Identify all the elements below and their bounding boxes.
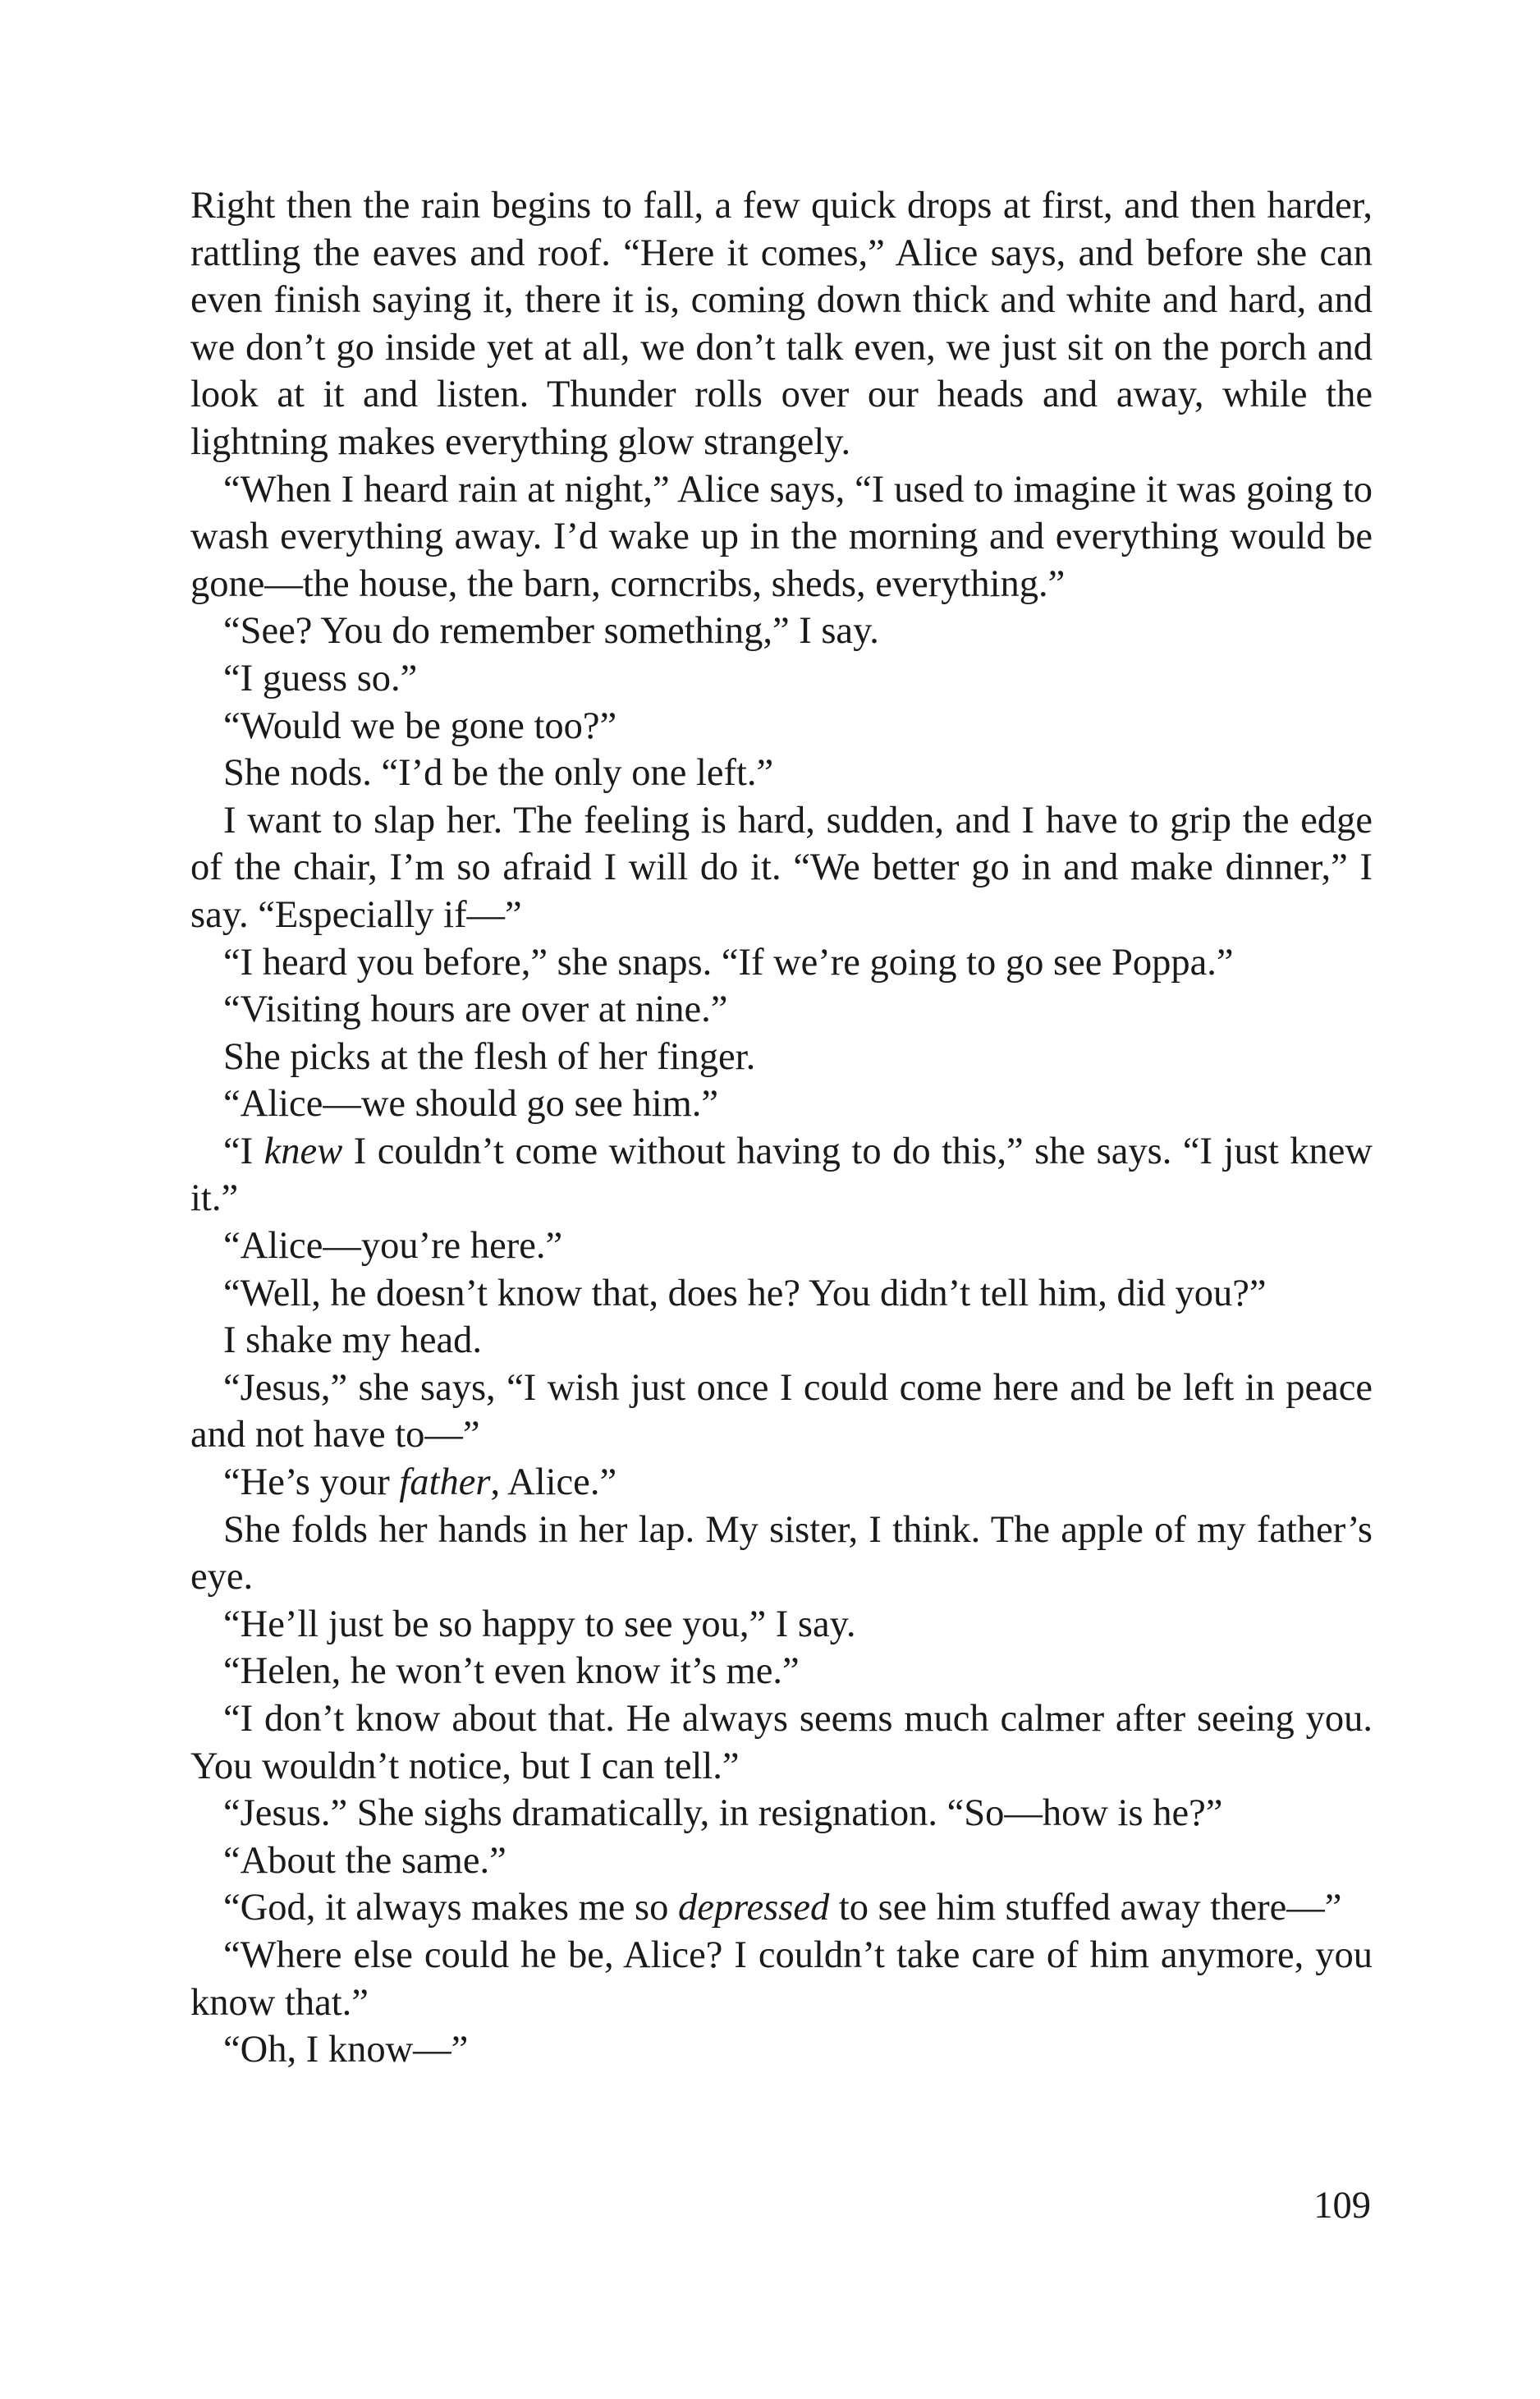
italic-emphasis: father xyxy=(399,1461,491,1504)
paragraph: “When I heard rain at night,” Alice says, “I used to imagine it was going to wash everything away. I’d wake up in the morning and everything would be gone—the house, the barn, corncribs, sheds, everything.” xyxy=(190,468,1373,605)
italic-emphasis: knew xyxy=(264,1130,343,1172)
paragraph: “Where else could he be, Alice? I couldn’t take care of him anymore, you know that.” xyxy=(190,1933,1373,2024)
paragraph: I shake my head. xyxy=(223,1319,483,1362)
paragraph: She picks at the flesh of her finger. xyxy=(223,1035,756,1078)
italic-emphasis: depressed xyxy=(678,1887,830,1929)
paragraph: “Alice—you’re here.” xyxy=(223,1225,563,1268)
paragraph: “God, it always makes me so depressed to see him stuffed away there—” xyxy=(223,1887,1342,1929)
paragraph: “Jesus.” She sighs dramatically, in resignation. “So—how is he?” xyxy=(223,1792,1223,1835)
paragraph: “I heard you before,” she snaps. “If we’re going to go see Poppa.” xyxy=(223,941,1234,984)
paragraph: “Would we be gone too?” xyxy=(223,704,617,747)
paragraph: “I knew I couldn’t come without having to do this,” she says. “I just knew it.” xyxy=(190,1130,1373,1220)
paragraph: “He’ll just be so happy to see you,” I say. xyxy=(223,1603,856,1645)
body-text xyxy=(190,182,1373,2074)
paragraph: “Helen, he won’t even know it’s me.” xyxy=(223,1650,800,1693)
paragraph: “See? You do remember something,” I say. xyxy=(223,610,879,653)
paragraph: “Jesus,” she says, “I wish just once I could come here and be left in peace and not have to—” xyxy=(190,1366,1373,1456)
paragraph: Right then the rain begins to fall, a few quick drops at first, and then harder, rattling the eaves and roof. “Here it comes,” Alice says, and before she can even finish saying it, there it is, coming down thick and white and hard, and we don’t go inside yet at all, we don’t talk even, we just sit on the porch and look at it and listen. Thunder rolls over our heads and away, while the lightning makes everything glow strangely. xyxy=(190,185,1373,463)
paragraph: “Visiting hours are over at nine.” xyxy=(223,988,728,1031)
page-number: 109 xyxy=(1313,2185,1371,2227)
paragraph: She nods. “I’d be the only one left.” xyxy=(223,752,774,795)
paragraph: “Well, he doesn’t know that, does he? You didn’t tell him, did you?” xyxy=(223,1272,1267,1314)
paragraph: She folds her hands in her lap. My sister, I think. The apple of my father’s eye. xyxy=(190,1508,1373,1599)
paragraph: “About the same.” xyxy=(223,1839,506,1882)
paragraph: “I don’t know about that. He always seems much calmer after seeing you. You wouldn’t notice, but I can tell.” xyxy=(190,1698,1373,1787)
paragraph: “Alice—we should go see him.” xyxy=(223,1083,719,1126)
paragraph: “He’s your father, Alice.” xyxy=(223,1461,617,1504)
paragraph: I want to slap her. The feeling is hard, sudden, and I have to grip the edge of the chair, I’m so afraid I will do it. “We better go in and make dinner,” I say. “Especially if—” xyxy=(190,799,1373,936)
paragraph: “I guess so.” xyxy=(223,657,418,700)
paragraph: “Oh, I know—” xyxy=(223,2029,469,2071)
